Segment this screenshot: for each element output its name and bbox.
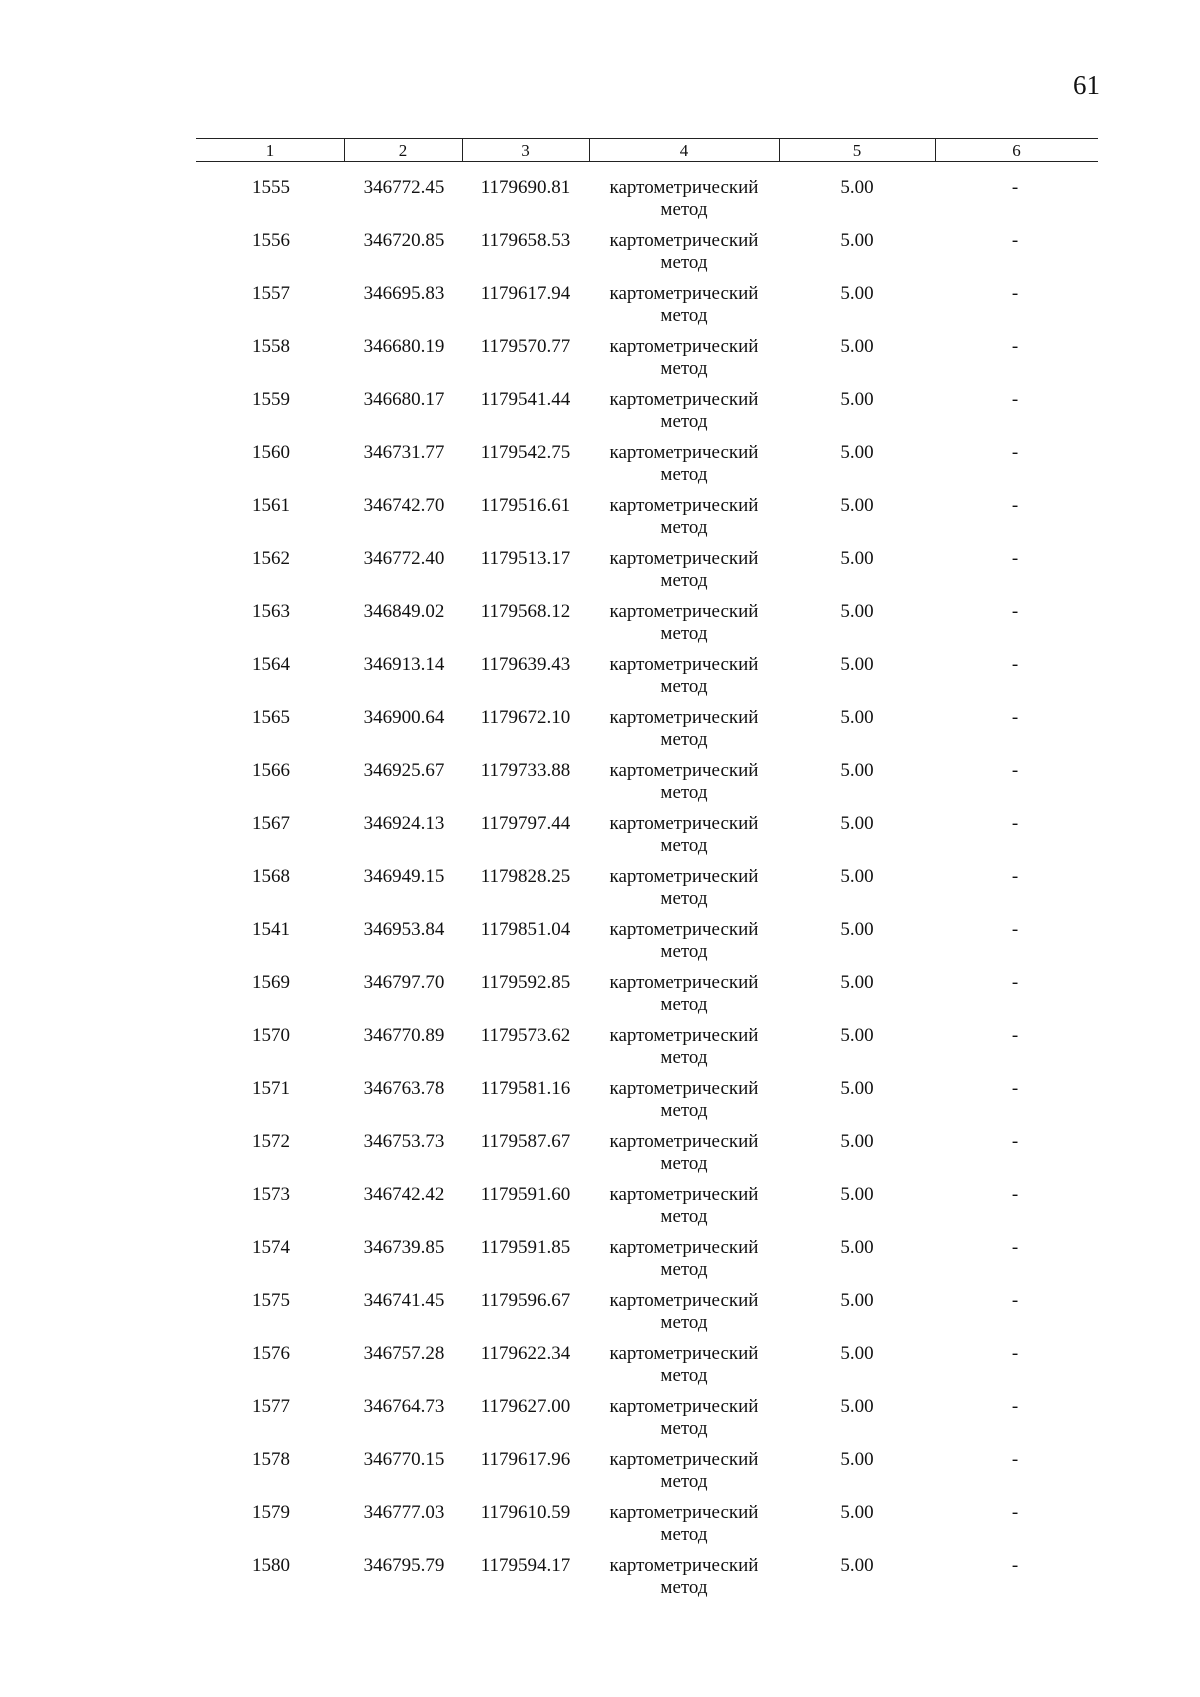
coord-x: 346753.73 bbox=[363, 1131, 445, 1152]
method-cell bbox=[589, 919, 779, 963]
method-cell bbox=[589, 1078, 779, 1122]
table-row bbox=[0, 177, 1200, 230]
accuracy-value: 5.00 bbox=[840, 1396, 874, 1417]
method-line-1: картометрический bbox=[609, 1184, 759, 1205]
coord-x: 346680.17 bbox=[363, 389, 445, 410]
accuracy-value: 5.00 bbox=[840, 495, 874, 516]
table-row bbox=[0, 707, 1200, 760]
coord-x: 346763.78 bbox=[363, 1078, 445, 1099]
method-cell bbox=[589, 1184, 779, 1228]
method-cell bbox=[589, 760, 779, 804]
method-line-1: картометрический bbox=[609, 548, 759, 569]
method-line-1: картометрический bbox=[609, 919, 759, 940]
accuracy-value: 5.00 bbox=[840, 1078, 874, 1099]
method-cell bbox=[589, 1502, 779, 1546]
accuracy-value: 5.00 bbox=[840, 601, 874, 622]
accuracy-value: 5.00 bbox=[840, 1290, 874, 1311]
method-cell bbox=[589, 1449, 779, 1493]
method-line-1: картометрический bbox=[609, 495, 759, 516]
method-line-1: картометрический bbox=[609, 1131, 759, 1152]
point-number: 1573 bbox=[252, 1184, 290, 1205]
method-line-2: метод bbox=[660, 199, 708, 220]
method-line-2: метод bbox=[660, 623, 708, 644]
table-row bbox=[0, 1343, 1200, 1396]
header-col-6: 6 bbox=[1012, 141, 1021, 160]
coord-y: 1179513.17 bbox=[480, 548, 571, 569]
method-cell bbox=[589, 1396, 779, 1440]
method-line-2: метод bbox=[660, 305, 708, 326]
coord-x: 346757.28 bbox=[363, 1343, 445, 1364]
method-cell bbox=[589, 389, 779, 433]
method-line-1: картометрический bbox=[609, 1502, 759, 1523]
table-row bbox=[0, 1290, 1200, 1343]
coord-x: 346742.42 bbox=[363, 1184, 445, 1205]
table-row bbox=[0, 813, 1200, 866]
table-row bbox=[0, 389, 1200, 442]
coord-x: 346731.77 bbox=[363, 442, 445, 463]
description-value: - bbox=[1011, 1078, 1019, 1099]
accuracy-value: 5.00 bbox=[840, 336, 874, 357]
method-cell bbox=[589, 548, 779, 592]
coord-x: 346953.84 bbox=[363, 919, 445, 940]
description-value: - bbox=[1011, 866, 1019, 887]
description-value: - bbox=[1011, 389, 1019, 410]
coord-y: 1179542.75 bbox=[480, 442, 571, 463]
table-row bbox=[0, 495, 1200, 548]
point-number: 1577 bbox=[252, 1396, 290, 1417]
point-number: 1580 bbox=[252, 1555, 290, 1576]
accuracy-value: 5.00 bbox=[840, 230, 874, 251]
point-number: 1569 bbox=[252, 972, 290, 993]
header-col-2: 2 bbox=[398, 141, 408, 160]
table-row bbox=[0, 1396, 1200, 1449]
method-line-1: картометрический bbox=[609, 707, 759, 728]
coord-y: 1179617.96 bbox=[480, 1449, 571, 1470]
coord-y: 1179610.59 bbox=[480, 1502, 571, 1523]
table-row bbox=[0, 1449, 1200, 1502]
coord-y: 1179627.00 bbox=[480, 1396, 571, 1417]
method-line-1: картометрический bbox=[609, 601, 759, 622]
method-line-2: метод bbox=[660, 464, 708, 485]
coord-y: 1179592.85 bbox=[480, 972, 571, 993]
header-top-rule bbox=[196, 138, 1098, 139]
method-line-1: картометрический bbox=[609, 1025, 759, 1046]
method-line-2: метод bbox=[660, 729, 708, 750]
point-number: 1563 bbox=[252, 601, 290, 622]
description-value: - bbox=[1011, 654, 1019, 675]
accuracy-value: 5.00 bbox=[840, 389, 874, 410]
method-cell bbox=[589, 1025, 779, 1069]
coord-x: 346900.64 bbox=[363, 707, 445, 728]
coord-x: 346764.73 bbox=[363, 1396, 445, 1417]
header-col-5: 5 bbox=[852, 141, 862, 160]
accuracy-value: 5.00 bbox=[840, 972, 874, 993]
description-value: - bbox=[1011, 760, 1019, 781]
method-line-1: картометрический bbox=[609, 442, 759, 463]
description-value: - bbox=[1011, 336, 1019, 357]
coord-y: 1179797.44 bbox=[480, 813, 571, 834]
accuracy-value: 5.00 bbox=[840, 1555, 874, 1576]
table-row bbox=[0, 336, 1200, 389]
description-value: - bbox=[1011, 1131, 1019, 1152]
description-value: - bbox=[1011, 442, 1019, 463]
method-line-2: метод bbox=[660, 1100, 708, 1121]
coord-x: 346797.70 bbox=[363, 972, 445, 993]
method-cell bbox=[589, 972, 779, 1016]
method-line-1: картометрический bbox=[609, 813, 759, 834]
coord-y: 1179541.44 bbox=[480, 389, 571, 410]
coord-x: 346739.85 bbox=[363, 1237, 445, 1258]
point-number: 1579 bbox=[252, 1502, 290, 1523]
point-number: 1562 bbox=[252, 548, 290, 569]
point-number: 1576 bbox=[252, 1343, 290, 1364]
method-line-2: метод bbox=[660, 252, 708, 273]
point-number: 1565 bbox=[252, 707, 290, 728]
description-value: - bbox=[1011, 1555, 1019, 1576]
description-value: - bbox=[1011, 919, 1019, 940]
method-line-2: метод bbox=[660, 994, 708, 1015]
table-row bbox=[0, 866, 1200, 919]
accuracy-value: 5.00 bbox=[840, 283, 874, 304]
table-row bbox=[0, 442, 1200, 495]
method-line-1: картометрический bbox=[609, 1078, 759, 1099]
coord-x: 346680.19 bbox=[363, 336, 445, 357]
table-row bbox=[0, 760, 1200, 813]
accuracy-value: 5.00 bbox=[840, 1131, 874, 1152]
accuracy-value: 5.00 bbox=[840, 1237, 874, 1258]
table-header bbox=[196, 138, 1098, 163]
coord-x: 346772.45 bbox=[363, 177, 445, 198]
method-line-2: метод bbox=[660, 1577, 708, 1598]
method-line-2: метод bbox=[660, 358, 708, 379]
point-number: 1568 bbox=[252, 866, 290, 887]
method-cell bbox=[589, 707, 779, 751]
point-number: 1555 bbox=[252, 177, 290, 198]
coord-y: 1179587.67 bbox=[480, 1131, 571, 1152]
point-number: 1558 bbox=[252, 336, 290, 357]
coord-y: 1179828.25 bbox=[480, 866, 571, 887]
method-cell bbox=[589, 601, 779, 645]
coord-x: 346772.40 bbox=[363, 548, 445, 569]
accuracy-value: 5.00 bbox=[840, 654, 874, 675]
coord-y: 1179658.53 bbox=[480, 230, 571, 251]
coord-y: 1179639.43 bbox=[480, 654, 571, 675]
method-line-2: метод bbox=[660, 1524, 708, 1545]
point-number: 1556 bbox=[252, 230, 290, 251]
coord-x: 346925.67 bbox=[363, 760, 445, 781]
coord-x: 346770.89 bbox=[363, 1025, 445, 1046]
accuracy-value: 5.00 bbox=[840, 442, 874, 463]
description-value: - bbox=[1011, 230, 1019, 251]
coord-y: 1179570.77 bbox=[480, 336, 571, 357]
point-number: 1541 bbox=[252, 919, 290, 940]
description-value: - bbox=[1011, 177, 1019, 198]
point-number: 1557 bbox=[252, 283, 290, 304]
description-value: - bbox=[1011, 1343, 1019, 1364]
description-value: - bbox=[1011, 707, 1019, 728]
coord-x: 346720.85 bbox=[363, 230, 445, 251]
description-value: - bbox=[1011, 972, 1019, 993]
coord-y: 1179617.94 bbox=[480, 283, 571, 304]
method-line-2: метод bbox=[660, 1047, 708, 1068]
method-cell bbox=[589, 177, 779, 221]
method-line-1: картометрический bbox=[609, 1396, 759, 1417]
method-line-2: метод bbox=[660, 835, 708, 856]
table-row bbox=[0, 1078, 1200, 1131]
description-value: - bbox=[1011, 1237, 1019, 1258]
accuracy-value: 5.00 bbox=[840, 1343, 874, 1364]
point-number: 1559 bbox=[252, 389, 290, 410]
method-line-2: метод bbox=[660, 888, 708, 909]
description-value: - bbox=[1011, 548, 1019, 569]
point-number: 1560 bbox=[252, 442, 290, 463]
coord-x: 346949.15 bbox=[363, 866, 445, 887]
method-cell bbox=[589, 283, 779, 327]
method-line-1: картометрический bbox=[609, 1555, 759, 1576]
method-line-2: метод bbox=[660, 782, 708, 803]
description-value: - bbox=[1011, 1184, 1019, 1205]
accuracy-value: 5.00 bbox=[840, 548, 874, 569]
coord-y: 1179581.16 bbox=[480, 1078, 571, 1099]
method-cell bbox=[589, 1131, 779, 1175]
accuracy-value: 5.00 bbox=[840, 919, 874, 940]
coord-x: 346777.03 bbox=[363, 1502, 445, 1523]
accuracy-value: 5.00 bbox=[840, 813, 874, 834]
header-col-3: 3 bbox=[521, 141, 530, 160]
method-line-1: картометрический bbox=[609, 1237, 759, 1258]
table-row bbox=[0, 283, 1200, 336]
point-number: 1564 bbox=[252, 654, 290, 675]
method-line-1: картометрический bbox=[609, 389, 759, 410]
coord-x: 346849.02 bbox=[363, 601, 445, 622]
accuracy-value: 5.00 bbox=[840, 760, 874, 781]
method-cell bbox=[589, 336, 779, 380]
point-number: 1575 bbox=[252, 1290, 290, 1311]
accuracy-value: 5.00 bbox=[840, 1184, 874, 1205]
coord-x: 346770.15 bbox=[363, 1449, 445, 1470]
point-number: 1578 bbox=[252, 1449, 290, 1470]
accuracy-value: 5.00 bbox=[840, 177, 874, 198]
header-col-1: 1 bbox=[265, 141, 275, 160]
method-cell bbox=[589, 1555, 779, 1599]
table-row bbox=[0, 1131, 1200, 1184]
table-row bbox=[0, 601, 1200, 654]
method-line-1: картометрический bbox=[609, 1343, 759, 1364]
table-row bbox=[0, 1502, 1200, 1555]
accuracy-value: 5.00 bbox=[840, 1449, 874, 1470]
table-row bbox=[0, 230, 1200, 283]
method-line-1: картометрический bbox=[609, 177, 759, 198]
method-cell bbox=[589, 442, 779, 486]
coord-y: 1179596.67 bbox=[480, 1290, 571, 1311]
method-line-1: картометрический bbox=[609, 1290, 759, 1311]
point-number: 1566 bbox=[252, 760, 290, 781]
point-number: 1571 bbox=[252, 1078, 290, 1099]
coord-x: 346741.45 bbox=[363, 1290, 445, 1311]
method-cell bbox=[589, 866, 779, 910]
accuracy-value: 5.00 bbox=[840, 1502, 874, 1523]
method-line-1: картометрический bbox=[609, 972, 759, 993]
accuracy-value: 5.00 bbox=[840, 866, 874, 887]
point-number: 1561 bbox=[252, 495, 290, 516]
description-value: - bbox=[1011, 601, 1019, 622]
method-line-2: метод bbox=[660, 941, 708, 962]
coord-x: 346695.83 bbox=[363, 283, 445, 304]
coord-y: 1179591.85 bbox=[480, 1237, 571, 1258]
point-number: 1567 bbox=[252, 813, 290, 834]
method-cell bbox=[589, 495, 779, 539]
method-line-2: метод bbox=[660, 411, 708, 432]
coord-y: 1179733.88 bbox=[480, 760, 571, 781]
method-line-2: метод bbox=[660, 1471, 708, 1492]
method-line-2: метод bbox=[660, 1153, 708, 1174]
method-line-2: метод bbox=[660, 1418, 708, 1439]
coord-y: 1179591.60 bbox=[480, 1184, 571, 1205]
table-row bbox=[0, 1555, 1200, 1608]
method-line-1: картометрический bbox=[609, 283, 759, 304]
table-row bbox=[0, 1184, 1200, 1237]
description-value: - bbox=[1011, 1449, 1019, 1470]
description-value: - bbox=[1011, 1396, 1019, 1417]
method-cell bbox=[589, 230, 779, 274]
page-number: 61 bbox=[1073, 70, 1100, 100]
method-line-1: картометрический bbox=[609, 336, 759, 357]
method-line-1: картометрический bbox=[609, 760, 759, 781]
description-value: - bbox=[1011, 1025, 1019, 1046]
description-value: - bbox=[1011, 283, 1019, 304]
coord-y: 1179672.10 bbox=[480, 707, 571, 728]
description-value: - bbox=[1011, 495, 1019, 516]
method-line-1: картометрический bbox=[609, 230, 759, 251]
header-col-4: 4 bbox=[679, 141, 689, 160]
method-cell bbox=[589, 1343, 779, 1387]
coord-x: 346742.70 bbox=[363, 495, 445, 516]
method-line-2: метод bbox=[660, 1259, 708, 1280]
coord-y: 1179594.17 bbox=[480, 1555, 571, 1576]
table-row bbox=[0, 548, 1200, 601]
coord-y: 1179568.12 bbox=[480, 601, 571, 622]
description-value: - bbox=[1011, 1290, 1019, 1311]
method-line-2: метод bbox=[660, 1365, 708, 1386]
coord-x: 346795.79 bbox=[363, 1555, 445, 1576]
table-body bbox=[0, 177, 1200, 1608]
method-cell bbox=[589, 813, 779, 857]
table-row bbox=[0, 654, 1200, 707]
table-row bbox=[0, 972, 1200, 1025]
coord-x: 346924.13 bbox=[363, 813, 445, 834]
point-number: 1572 bbox=[252, 1131, 290, 1152]
description-value: - bbox=[1011, 1502, 1019, 1523]
method-line-2: метод bbox=[660, 517, 708, 538]
table-row bbox=[0, 919, 1200, 972]
method-cell bbox=[589, 1237, 779, 1281]
method-line-2: метод bbox=[660, 1312, 708, 1333]
accuracy-value: 5.00 bbox=[840, 707, 874, 728]
table-row bbox=[0, 1025, 1200, 1078]
coord-y: 1179622.34 bbox=[480, 1343, 571, 1364]
method-line-1: картометрический bbox=[609, 1449, 759, 1470]
method-line-1: картометрический bbox=[609, 654, 759, 675]
method-cell bbox=[589, 1290, 779, 1334]
table-row bbox=[0, 1237, 1200, 1290]
method-line-1: картометрический bbox=[609, 866, 759, 887]
coord-y: 1179516.61 bbox=[480, 495, 571, 516]
coord-x: 346913.14 bbox=[363, 654, 445, 675]
method-cell bbox=[589, 654, 779, 698]
method-line-2: метод bbox=[660, 570, 708, 591]
point-number: 1570 bbox=[252, 1025, 290, 1046]
coord-y: 1179573.62 bbox=[480, 1025, 571, 1046]
method-line-2: метод bbox=[660, 1206, 708, 1227]
coord-y: 1179690.81 bbox=[480, 177, 571, 198]
coord-y: 1179851.04 bbox=[480, 919, 571, 940]
point-number: 1574 bbox=[252, 1237, 290, 1258]
method-line-2: метод bbox=[660, 676, 708, 697]
accuracy-value: 5.00 bbox=[840, 1025, 874, 1046]
description-value: - bbox=[1011, 813, 1019, 834]
